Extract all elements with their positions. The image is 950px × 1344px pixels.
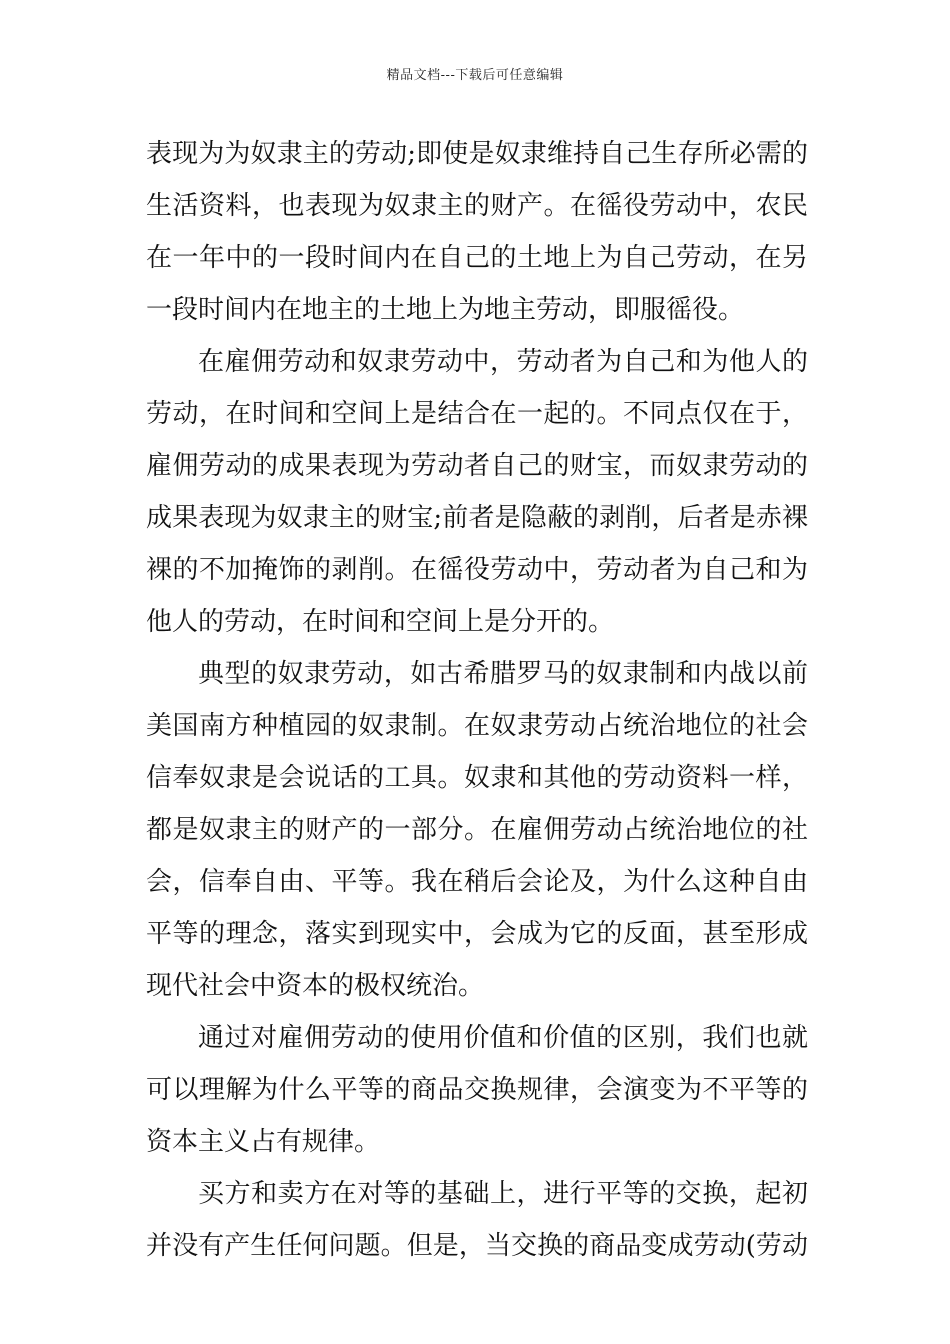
text-line: 并没有产生任何问题。但是，当交换的商品变成劳动(劳动 xyxy=(146,1231,808,1261)
paragraph-3 xyxy=(146,648,808,1012)
document-header: 精品文档---下载后可任意编辑 xyxy=(386,68,564,83)
paragraph-4 xyxy=(146,1012,808,1168)
text-line: 美国南方种植园的奴隶制。在奴隶劳动占统治地位的社会 xyxy=(146,711,808,741)
paragraph-2 xyxy=(146,336,808,648)
text-line: 可以理解为什么平等的商品交换规律，会演变为不平等的 xyxy=(146,1075,808,1105)
text-line: 都是奴隶主的财产的一部分。在雇佣劳动占统治地位的社 xyxy=(146,815,808,845)
text-line: 雇佣劳动的成果表现为劳动者自己的财宝，而奴隶劳动的 xyxy=(146,451,808,481)
text-line: 劳动，在时间和空间上是结合在一起的。不同点仅在于， xyxy=(146,399,808,429)
text-line: 现代社会中资本的极权统治。 xyxy=(146,971,485,1001)
text-line: 一段时间内在地主的土地上为地主劳动，即服徭役。 xyxy=(146,295,745,325)
text-line: 成果表现为奴隶主的财宝;前者是隐蔽的剥削，后者是赤裸 xyxy=(146,503,808,533)
text-line: 信奉奴隶是会说话的工具。奴隶和其他的劳动资料一样， xyxy=(146,763,808,793)
paragraph-5 xyxy=(146,1168,808,1272)
text-line: 表现为为奴隶主的劳动;即使是奴隶维持自己生存所必需的 xyxy=(146,139,808,169)
paragraph-1 xyxy=(146,128,808,336)
text-line: 买方和卖方在对等的基础上，进行平等的交换，起初 xyxy=(198,1179,808,1209)
text-line: 资本主义占有规律。 xyxy=(146,1127,381,1157)
text-line: 典型的奴隶劳动，如古希腊罗马的奴隶制和内战以前 xyxy=(198,659,808,689)
document-body xyxy=(146,128,808,1272)
text-line: 生活资料，也表现为奴隶主的财产。在徭役劳动中，农民 xyxy=(146,191,808,221)
text-line: 平等的理念，落实到现实中，会成为它的反面，甚至形成 xyxy=(146,919,808,949)
text-line: 在雇佣劳动和奴隶劳动中，劳动者为自己和为他人的 xyxy=(198,347,808,377)
text-line: 裸的不加掩饰的剥削。在徭役劳动中，劳动者为自己和为 xyxy=(146,555,808,585)
text-line: 他人的劳动，在时间和空间上是分开的。 xyxy=(146,607,615,637)
text-line: 在一年中的一段时间内在自己的土地上为自己劳动，在另 xyxy=(146,243,808,273)
text-line: 通过对雇佣劳动的使用价值和价值的区别，我们也就 xyxy=(198,1023,808,1053)
text-line: 会，信奉自由、平等。我在稍后会论及，为什么这种自由 xyxy=(146,867,808,897)
